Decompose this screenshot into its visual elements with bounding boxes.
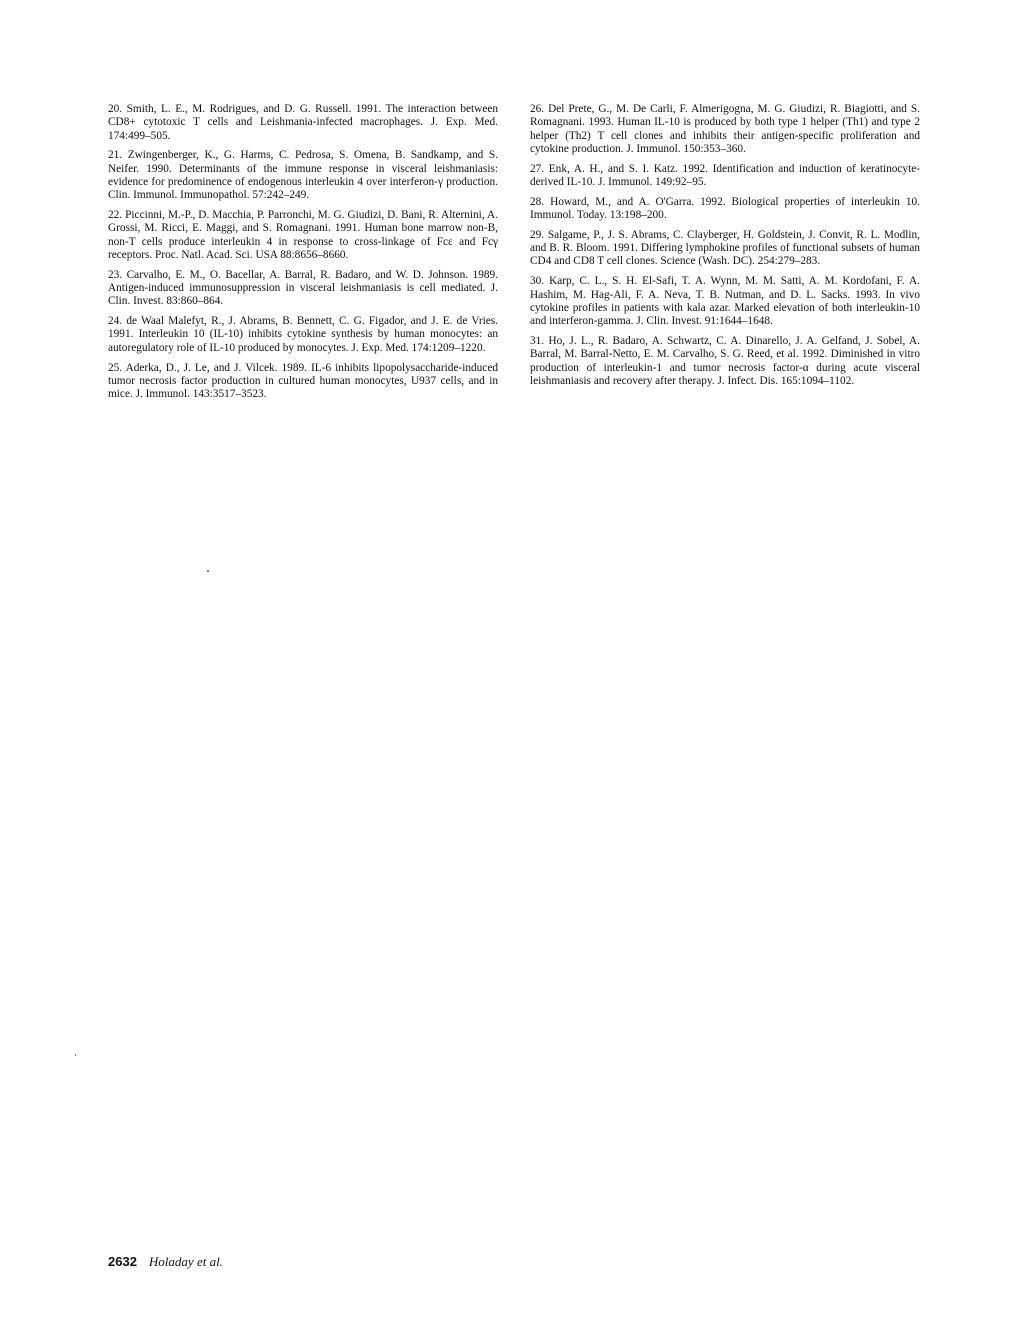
reference-20 bbox=[108, 103, 498, 143]
reference-text: Carvalho, E. M., O. Bacellar, A. Barral, R. Badaro, and W. D. Johnson. 1989. Antigen-induced immunosuppression in visceral leishmaniasis is cell mediated. J. Clin. Invest. 83:860–864. bbox=[108, 268, 498, 308]
reference-text: Del Prete, G., M. De Carli, F. Almerigogna, M. G. Giudizi, R. Biagiotti, and S. Romagnani. 1993. Human IL-10 is produced by both type 1 helper (Th1) and type 2 helper (Th2) T cell clones and inhibits their antigen-specific proliferation and cytokine production. J. Immunol. 150:353–360. bbox=[530, 103, 921, 155]
reference-22 bbox=[108, 209, 498, 262]
page-footer bbox=[108, 1253, 223, 1271]
reference-number: 31. bbox=[530, 334, 545, 347]
scan-speck bbox=[75, 1054, 76, 1056]
reference-text: Howard, M., and A. O'Garra. 1992. Biological properties of interleukin 10. Immunol. Today. 13:198–200. bbox=[530, 195, 920, 222]
reference-text: Enk, A. H., and S. I. Katz. 1992. Identification and induction of keratinocyte-derived IL-10. J. Immunol. 149:92–95. bbox=[530, 162, 920, 188]
reference-31 bbox=[530, 335, 920, 388]
scan-speck bbox=[207, 570, 209, 572]
reference-text: de Waal Malefyt, R., J. Abrams, B. Bennett, C. G. Figador, and J. E. de Vries. 1991. Interleukin 10 (IL-10) inhibits cytokine synthesis by human monocytes: an autoregulatory role of IL-10 produced by monocytes. J. Exp. Med. 174:1209–1220. bbox=[108, 315, 499, 354]
reference-number: 21. bbox=[108, 149, 123, 162]
reference-26 bbox=[530, 103, 920, 156]
reference-text: Karp, C. L., S. H. El-Safi, T. A. Wynn, M. M. Satti, A. M. Kordofani, F. A. Hashim, M. Hag-Ali, F. A. Neva, T. B. Nutman, and D. L. Sacks. 1993. In vivo cytokine profiles in patients with kala azar. Marked elevation of both interleukin-10 and interferon-gamma. J. Clin. Invest. 91:1644–1648. bbox=[530, 275, 921, 328]
reference-number: 26. bbox=[530, 103, 545, 115]
reference-number: 28. bbox=[530, 195, 545, 208]
reference-25 bbox=[108, 362, 498, 402]
reference-number: 29. bbox=[530, 228, 545, 241]
reference-text: Aderka, D., J. Le, and J. Vilcek. 1989. IL-6 inhibits lipopolysaccharide-induced tumor necrosis factor production in cultured human monocytes, U937 cells, and in mice. J. Immunol. 143:3517–3523. bbox=[108, 361, 498, 401]
reference-text: Piccinni, M.-P., D. Macchia, P. Parronchi, M. G. Giudizi, D. Bani, R. Alternini, A. Grossi, M. Ricci, E. Maggi, and S. Romagnani. 1991. Human bone marrow non-B, non-T cells produce interleukin 4 in response to cross-linkage of Fcε and Fcγ receptors. Proc. Natl. Acad. Sci. USA 88:8656–8660. bbox=[108, 209, 499, 261]
reference-23 bbox=[108, 269, 498, 309]
reference-text: Ho, J. L., R. Badaro, A. Schwartz, C. A. Dinarello, J. A. Gelfand, J. Sobel, A. Barral, M. Barral-Netto, E. M. Carvalho, S. G. Reed, et al. 1992. Diminished in vitro production of interleukin-1 and tumor necrosis factor-α during acute visceral leishmaniasis and recovery after therapy. J. Infect. Dis. 165:1094–1102. bbox=[530, 334, 920, 387]
reference-24 bbox=[108, 315, 498, 355]
reference-30 bbox=[530, 275, 920, 328]
reference-number: 24. bbox=[108, 315, 123, 328]
reference-number: 30. bbox=[530, 275, 545, 288]
reference-29 bbox=[530, 229, 920, 269]
reference-text: Salgame, P., J. S. Abrams, C. Clayberger, H. Goldstein, J. Convit, R. L. Modlin, and B. R. Bloom. 1991. Differing lymphokine profiles of functional subsets of human CD4 and CD8 T cell clones. Science (Wash. DC). 254:279–283. bbox=[530, 228, 920, 268]
reference-text: Smith, L. E., M. Rodrigues, and D. G. Russell. 1991. The interaction between CD8+ cytotoxic T cells and Leishmania-infected macrophages. J. Exp. Med. 174:499–505. bbox=[108, 103, 499, 142]
reference-21 bbox=[108, 149, 498, 202]
reference-number: 27. bbox=[530, 162, 545, 175]
reference-number: 25. bbox=[108, 361, 123, 374]
reference-number: 23. bbox=[108, 268, 123, 281]
reference-number: 22. bbox=[108, 209, 123, 222]
reference-28 bbox=[530, 196, 920, 223]
running-head: Holaday et al. bbox=[148, 1254, 223, 1269]
reference-number: 20. bbox=[108, 103, 123, 115]
page-number: 2632 bbox=[108, 1254, 137, 1269]
reference-27 bbox=[530, 163, 920, 190]
references-left-column bbox=[108, 103, 498, 408]
reference-text: Zwingenberger, K., G. Harms, C. Pedrosa, S. Omena, B. Sandkamp, and S. Neifer. 1990. Determinants of the immune response in visceral leishmaniasis: evidence for predominence of endogenous interleukin 4 over interferon-γ production. Clin. Immunol. Immunopathol. 57:242–249. bbox=[108, 149, 498, 202]
references-right-column bbox=[530, 103, 920, 395]
